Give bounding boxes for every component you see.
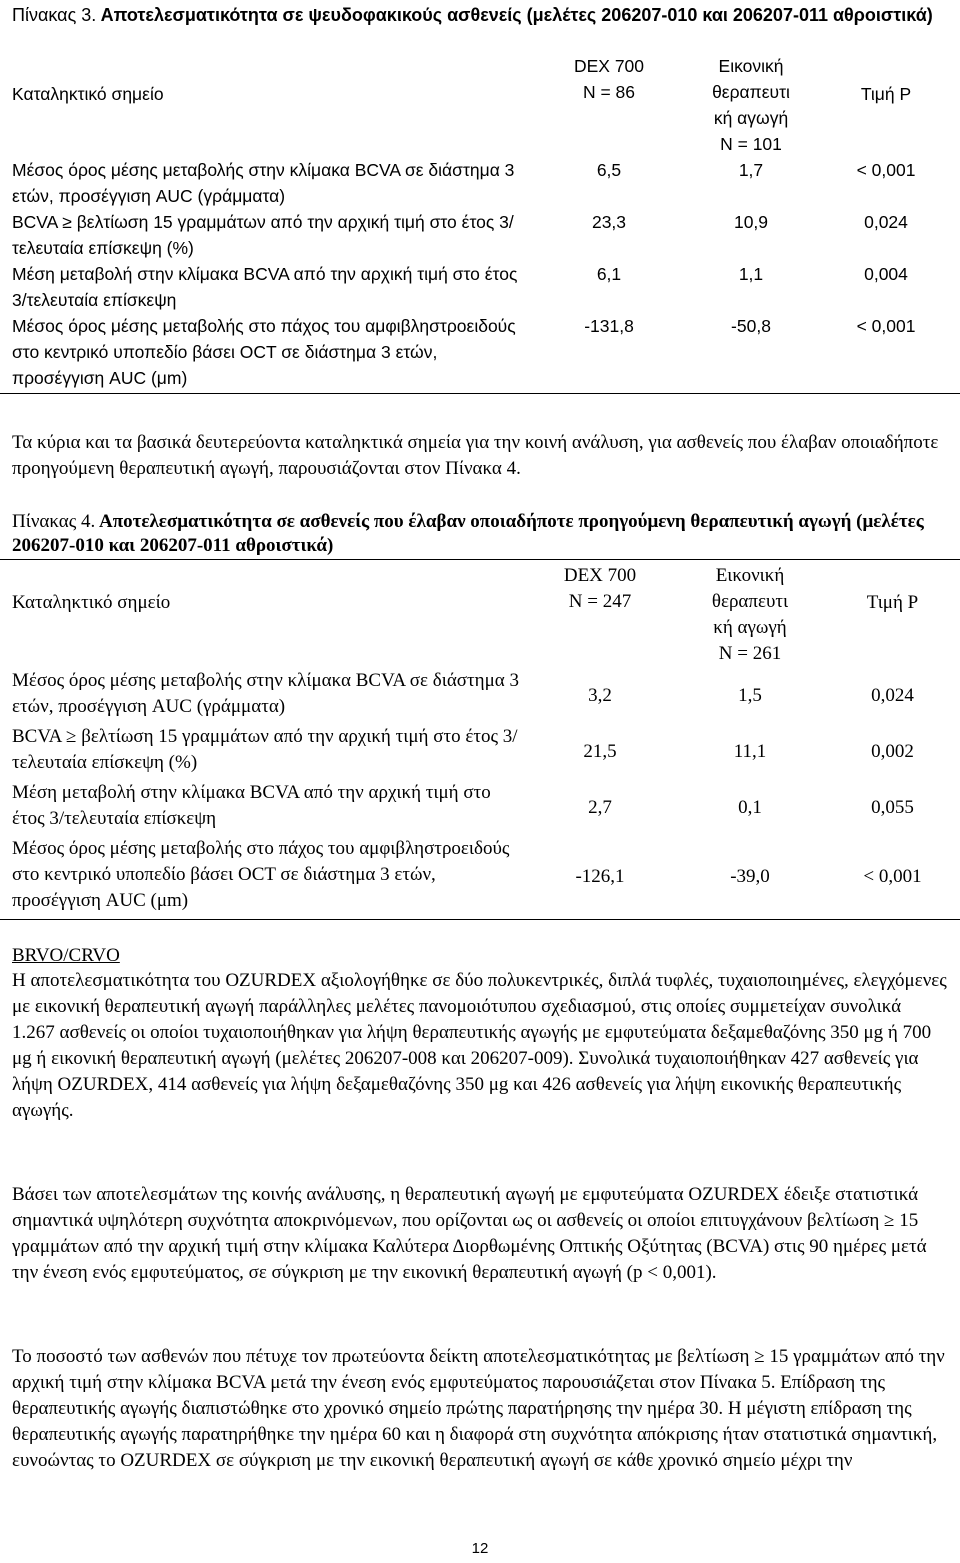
table-3-sham-cell: 10,9 [733, 212, 769, 232]
section-heading: BRVO/CRVO [12, 945, 120, 966]
table-4-header-pvalue: Τιμή P [866, 592, 919, 613]
table-4-sham-cell: 11,1 [733, 740, 767, 762]
table-3-header-row [0, 51, 960, 157]
table-4-title: Αποτελεσματικότητα σε ασθενείς που έλαβαν οποιαδήποτε προηγούμενη θεραπευτική αγωγή (μελέτες 206207-010 και 206207-011 αθροιστικά) [12, 511, 924, 556]
table-4-header-sham-line: κή αγωγή [713, 617, 787, 638]
table-3-header-sham-line: θεραπευτι [712, 82, 790, 102]
table-4-p-cell: 0,002 [871, 740, 914, 762]
table-3-dex-cell: -131,8 [584, 316, 634, 336]
table-4-caption [12, 510, 942, 558]
table-4-endpoint-cell: Μέσος όρος μέσης μεταβολής στην κλίμακα BCVA σε διάστημα 3 ετών, προσέγγιση AUC (γράμματα) [12, 669, 519, 717]
table-4-header-sham-line: θεραπευτι [711, 591, 789, 612]
table-3-label: Πίνακας 3. [12, 5, 97, 25]
table-4-dex-cell: 3,2 [588, 684, 612, 706]
table-3-p-cell: < 0,001 [856, 316, 916, 336]
table-3-dex-cell: 6,1 [596, 264, 622, 284]
table-4-header-dex-line: N = 247 [568, 591, 632, 612]
table-3-sham-cell: 1,1 [738, 264, 764, 284]
table-3-header-sham-line: Εικονική [718, 56, 784, 76]
table-3-endpoint-cell: BCVA ≥ βελτίωση 15 γραμμάτων από την αρχική τιμή στο έτος 3/τελευταία επίσκεψη (%) [12, 212, 514, 258]
table-3-endpoint-cell: Μέσος όρος μέσης μεταβολής στο πάχος του αμφιβληστροειδούς στο κεντρικό υποπεδίο βάσει OCT σε διάστημα 3 ετών, προσέγγιση AUC (μm) [12, 316, 516, 388]
table-3-header-dex-line: N = 86 [582, 82, 636, 102]
table-4 [0, 559, 960, 920]
table-row [0, 157, 960, 209]
table-4-p-cell: < 0,001 [863, 866, 922, 888]
body-paragraph: Βάσει των αποτελεσμάτων της κοινής ανάλυσης, η θεραπευτική αγωγή με εμφυτεύματα OZURDEX έδειξε στατιστικά σημαντικά υψηλότερη συχνότητα αποκρινόμενων, που ορίζονται ως οι ασθενείς οι οποίοι επιτυγχάνουν βελτίωση ≥ 15 γραμμάτων από την αρχική τιμή στην κλίμακα Καλύτερα Διορθωμένης Οπτικής Οξύτητας (BCVA) στις 90 ημέρες μετά την ένεση ενός εμφυτεύματος, σε σύγκριση με την εικονική θεραπευτική αγωγή (p < 0,001). [12, 1184, 927, 1283]
table-4-dex-cell: 2,7 [588, 796, 612, 818]
table-3-header-sham-line: κή αγωγή [713, 108, 789, 128]
table-4-header-sham [675, 560, 825, 668]
table-row [0, 780, 960, 836]
table-row [0, 209, 960, 261]
table-3-header-dex [528, 51, 690, 157]
table-row [0, 313, 960, 393]
table-3-sham-cell: -50,8 [731, 316, 771, 336]
table-4-sham-cell: -39,0 [730, 866, 770, 888]
table-3-dex-cell: 6,5 [596, 160, 622, 180]
body-paragraph: Η αποτελεσματικότητα του OZURDEX αξιολογήθηκε σε δύο πολυκεντρικές, διπλά τυφλές, τυχαιοποιημένες, ελεγχόμενες με εικονική θεραπευτική αγωγή παράλληλες μελέτες πανομοιότυπου σχεδιασμού, στις οποίες συμμετείχαν συνολικά 1.267 ασθενείς οι οποίοι τυχαιοποιήθηκαν για λήψη θεραπευτικής αγωγής με εμφυτεύματα δεξαμεθαζόνης 350 μg ή 700 μg ή εικονική θεραπευτική αγωγή (μελέτες 206207-008 και 206207-009). Συνολικά τυχαιοποιήθηκαν 427 ασθενείς για λήψη OZURDEX, 414 ασθενείς για λήψη δεξαμεθαζόνης 350 μg και 426 ασθενείς για λήψη εικονικής θεραπευτικής αγωγής. [12, 970, 947, 1121]
table-3 [0, 51, 960, 394]
table-4-endpoint-cell: Μέση μεταβολή στην κλίμακα BCVA από την αρχική τιμή στο έτος 3/τελευταία επίσκεψη [12, 781, 491, 829]
table-4-header-sham-line: Εικονική [715, 565, 785, 586]
table-3-endpoint-cell: Μέση μεταβολή στην κλίμακα BCVA από την αρχική τιμή στο έτος 3/τελευταία επίσκεψη [12, 264, 518, 310]
table-3-header-sham [690, 51, 812, 157]
page-number: 12 [471, 1540, 489, 1557]
table-3-header-dex-line: DEX 700 [573, 56, 645, 76]
table-4-p-cell: 0,024 [871, 684, 914, 706]
table-4-endpoint-cell: BCVA ≥ βελτίωση 15 γραμμάτων από την αρχική τιμή στο έτος 3/τελευταία επίσκεψη (%) [12, 725, 518, 773]
table-3-header-endpoint: Καταληκτικό σημείο [12, 84, 164, 104]
intro-paragraph: Τα κύρια και τα βασικά δευτερεύοντα καταληκτικά σημεία για την κοινή ανάλυση, για ασθενείς που έλαβαν οποιαδήποτε προηγούμενη θεραπευτική αγωγή, παρουσιάζονται στον Πίνακα 4. [12, 432, 939, 479]
table-row [0, 836, 960, 920]
table-4-header-row [0, 560, 960, 668]
table-3-p-cell: 0,004 [864, 264, 908, 284]
table-4-label: Πίνακας 4. [12, 511, 96, 532]
table-row [0, 724, 960, 780]
table-4-header-endpoint: Καταληκτικό σημείο [12, 592, 171, 613]
table-4-header-sham-line: N = 261 [718, 643, 782, 664]
table-3-header-sham-line: N = 101 [720, 134, 782, 154]
table-4-endpoint-cell: Μέσος όρος μέσης μεταβολής στο πάχος του αμφιβληστροειδούς στο κεντρικό υποπεδίο βάσει OCT σε διάστημα 3 ετών, προσέγγιση AUC (μm) [12, 837, 510, 911]
table-3-p-cell: < 0,001 [856, 160, 916, 180]
table-3-endpoint-cell: Μέσος όρος μέσης μεταβολής στην κλίμακα BCVA σε διάστημα 3 ετών, προσέγγιση AUC (γράμματα) [12, 160, 515, 206]
table-4-header-dex [525, 560, 675, 668]
table-3-sham-cell: 1,7 [738, 160, 764, 180]
table-3-p-cell: 0,024 [864, 212, 908, 232]
table-4-header-dex-line: DEX 700 [563, 565, 637, 586]
table-3-header-pvalue: Τιμή P [860, 84, 912, 104]
table-3-caption [12, 3, 942, 27]
table-4-dex-cell: 21,5 [583, 740, 617, 762]
table-3-dex-cell: 23,3 [591, 212, 627, 232]
table-4-p-cell: 0,055 [871, 796, 914, 818]
table-4-sham-cell: 0,1 [738, 796, 762, 818]
table-4-sham-cell: 1,5 [738, 684, 762, 706]
body-paragraph: Το ποσοστό των ασθενών που πέτυχε τον πρωτεύοντα δείκτη αποτελεσματικότητας με βελτίωση ≥ 15 γραμμάτων από την αρχική τιμή στην κλίμακα BCVA μετά την ένεση ενός εμφυτεύματος παρουσιάζεται στον Πίνακα 5. Επίδραση της θεραπευτικής αγωγής διαπιστώθηκε στο χρονικό σημείο πρώτης παρατήρησης την ημέρα 30. Η μέγιστη επίδραση της θεραπευτικής αγωγής παρατηρήθηκε την ημέρα 60 και η διαφορά στη συχνότητα απόκρισης ήταν στατιστικά σημαντική, ευνοώντας το OZURDEX σε σύγκριση με την εικονική θεραπευτική αγωγή σε κάθε χρονικό σημείο μέχρι την [12, 1346, 945, 1471]
table-4-dex-cell: -126,1 [575, 866, 625, 888]
table-3-title: Αποτελεσματικότητα σε ψευδοφακικούς ασθενείς (μελέτες 206207-010 και 206207-011 αθροιστικά) [96, 5, 933, 25]
table-row [0, 261, 960, 313]
table-row [0, 668, 960, 724]
